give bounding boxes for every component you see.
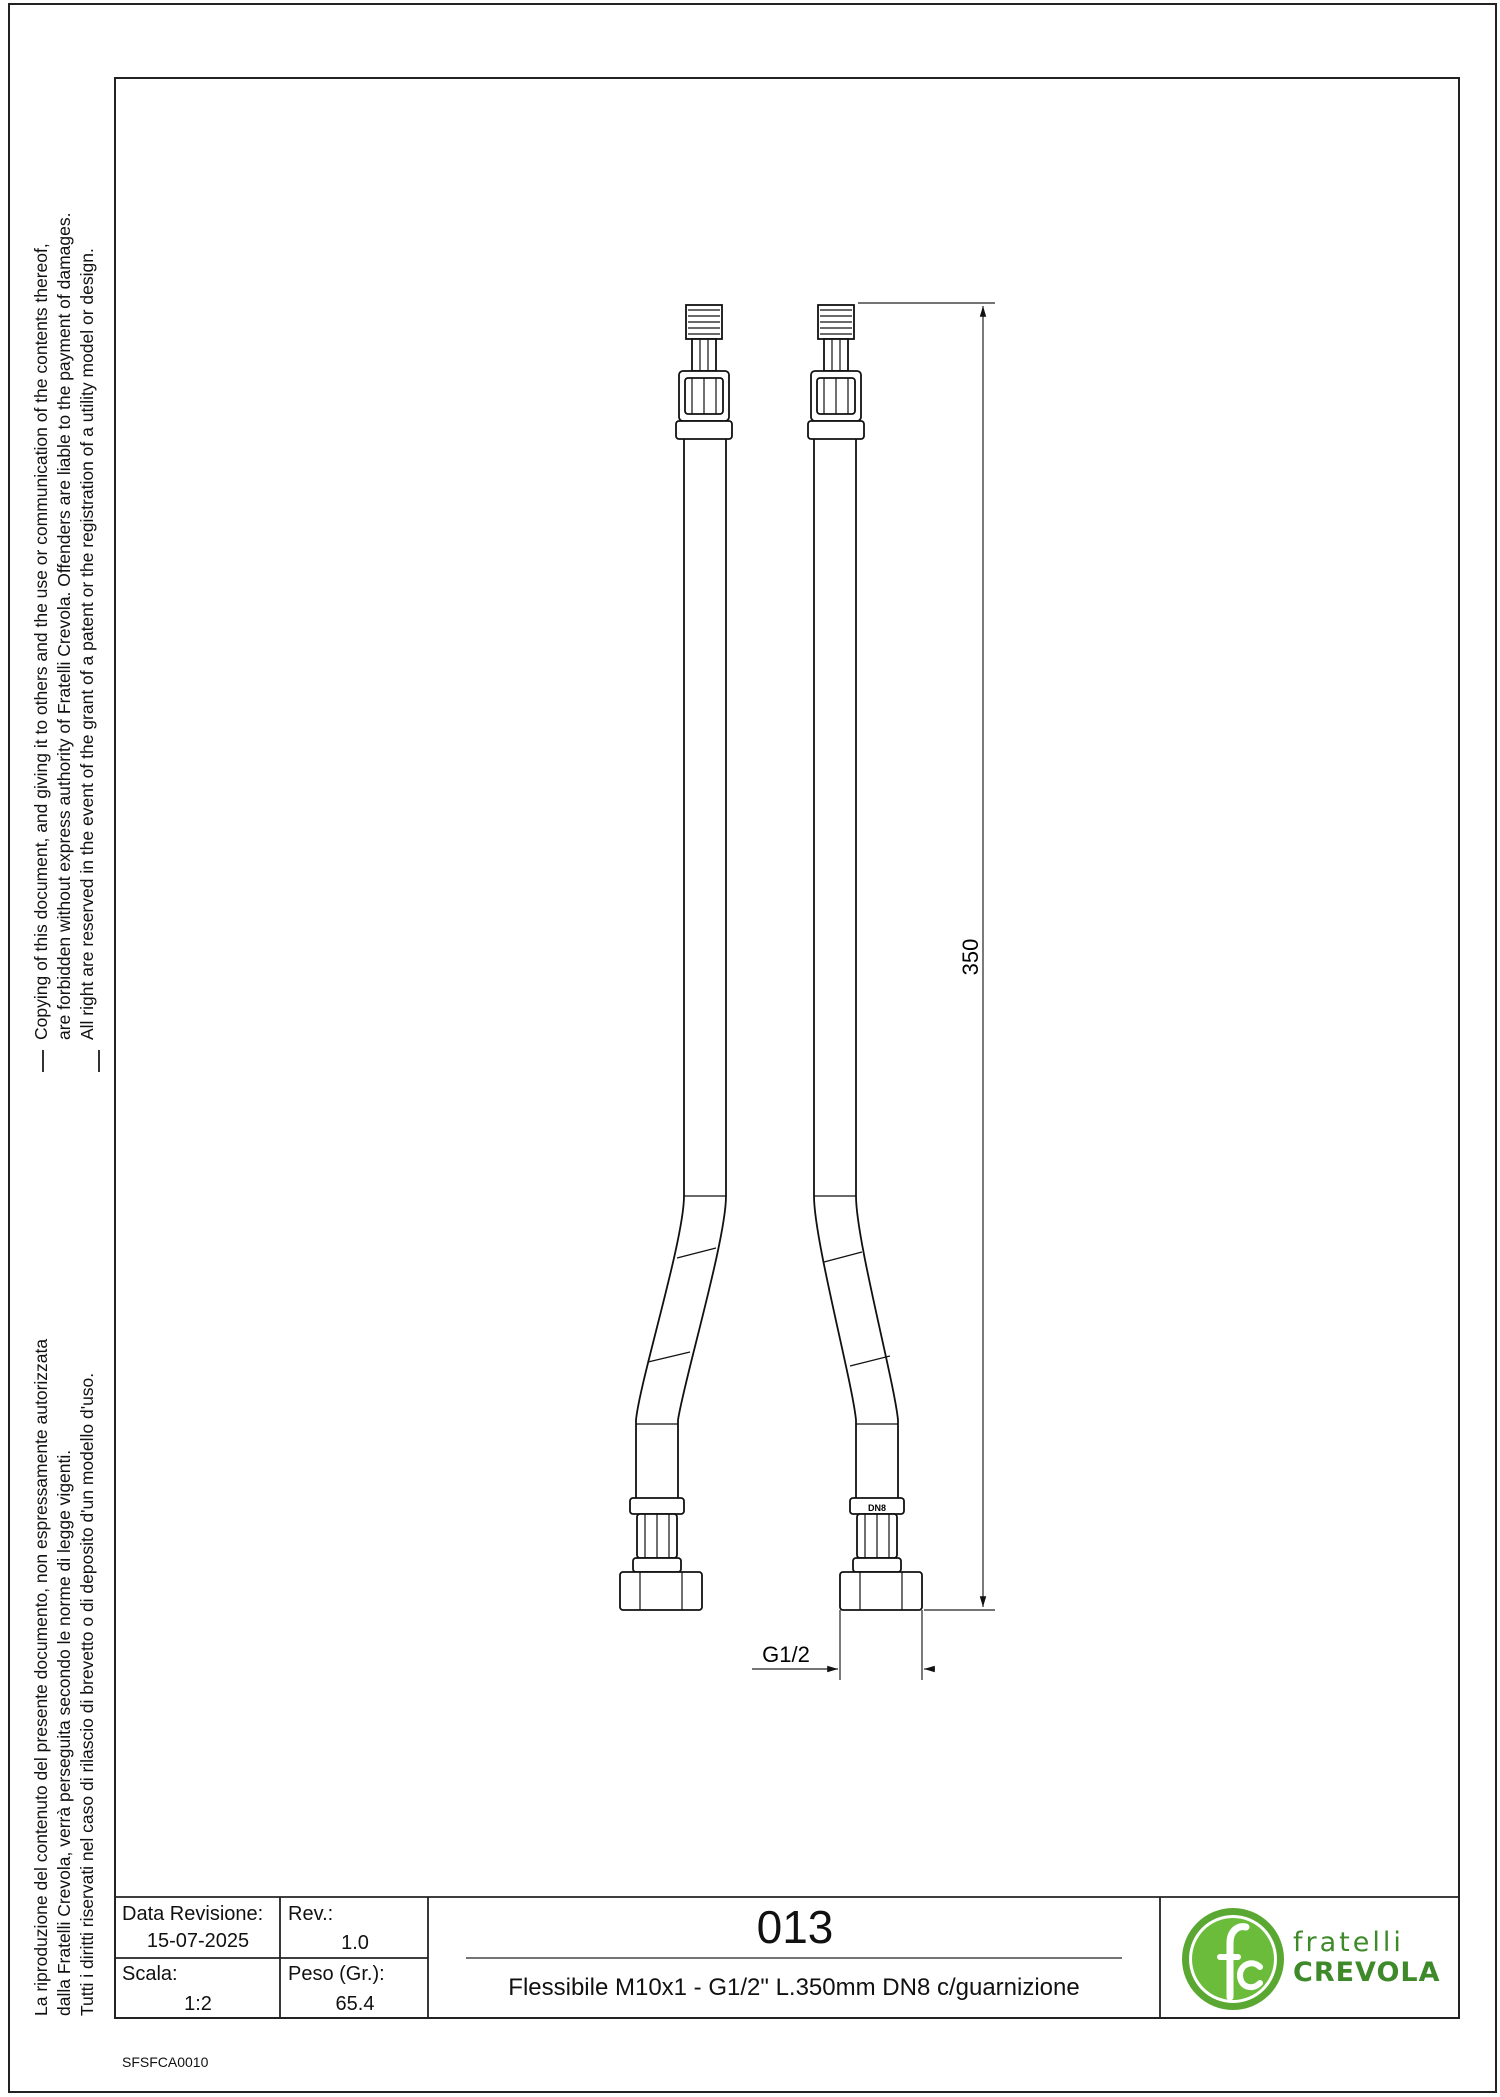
revision-label: Rev.: xyxy=(288,1903,334,1925)
hose-marking-label: DN8 xyxy=(867,1503,887,1513)
copyright-en-line-2: are forbidden without express authority of Fratelli Crevola. Offenders are liable to the payment of damages. xyxy=(54,212,74,1040)
copyright-en-line-3: All right are reserved in the event of the grant of a patent or the registration of a utility model or design. xyxy=(77,248,97,1040)
copyright-it-line-2: dalla Fratelli Crevola, verrà perseguita secondo le norme di legge vigenti. xyxy=(54,1449,74,2016)
drawing-number: 013 xyxy=(756,1901,834,1953)
copyright-it-line-1: La riproduzione del contenuto del presente documento, non espressamente autorizzata xyxy=(31,1338,51,2016)
revision-date-label: Data Revisione: xyxy=(122,1903,264,1925)
right-hose xyxy=(808,305,922,1610)
scale-value: 1:2 xyxy=(184,1993,212,2015)
part-description: Flessibile M10x1 - G1/2" L.350mm DN8 c/guarnizione xyxy=(508,1974,1080,2001)
logo-text-crevola: CREVOLA xyxy=(1293,1957,1441,1988)
left-hose xyxy=(620,305,732,1610)
copyright-en-line-1: Copying of this document, and giving it to others and the use or communication of the contents thereof, xyxy=(31,243,51,1040)
revision-date-value: 15-07-2025 xyxy=(146,1930,250,1952)
document-code: SFSFCA0010 xyxy=(122,2054,209,2070)
copyright-it-line-3: Tutti i diritti riservati nel caso di rilascio di brevetto o di deposito d'un modello d'uso. xyxy=(77,1372,97,2016)
weight-value: 65.4 xyxy=(335,1993,375,2015)
thread-dimension-value: G1/2 xyxy=(762,1642,810,1667)
scale-label: Scala: xyxy=(122,1963,178,1985)
logo-emblem-icon xyxy=(1178,1905,1288,2013)
company-logo xyxy=(1178,1905,1453,2013)
revision-value: 1.0 xyxy=(341,1932,369,1954)
length-dimension-value: 350 xyxy=(958,938,983,976)
logo-text-fratelli: fratelli xyxy=(1293,1927,1404,1958)
weight-label: Peso (Gr.): xyxy=(288,1963,385,1985)
